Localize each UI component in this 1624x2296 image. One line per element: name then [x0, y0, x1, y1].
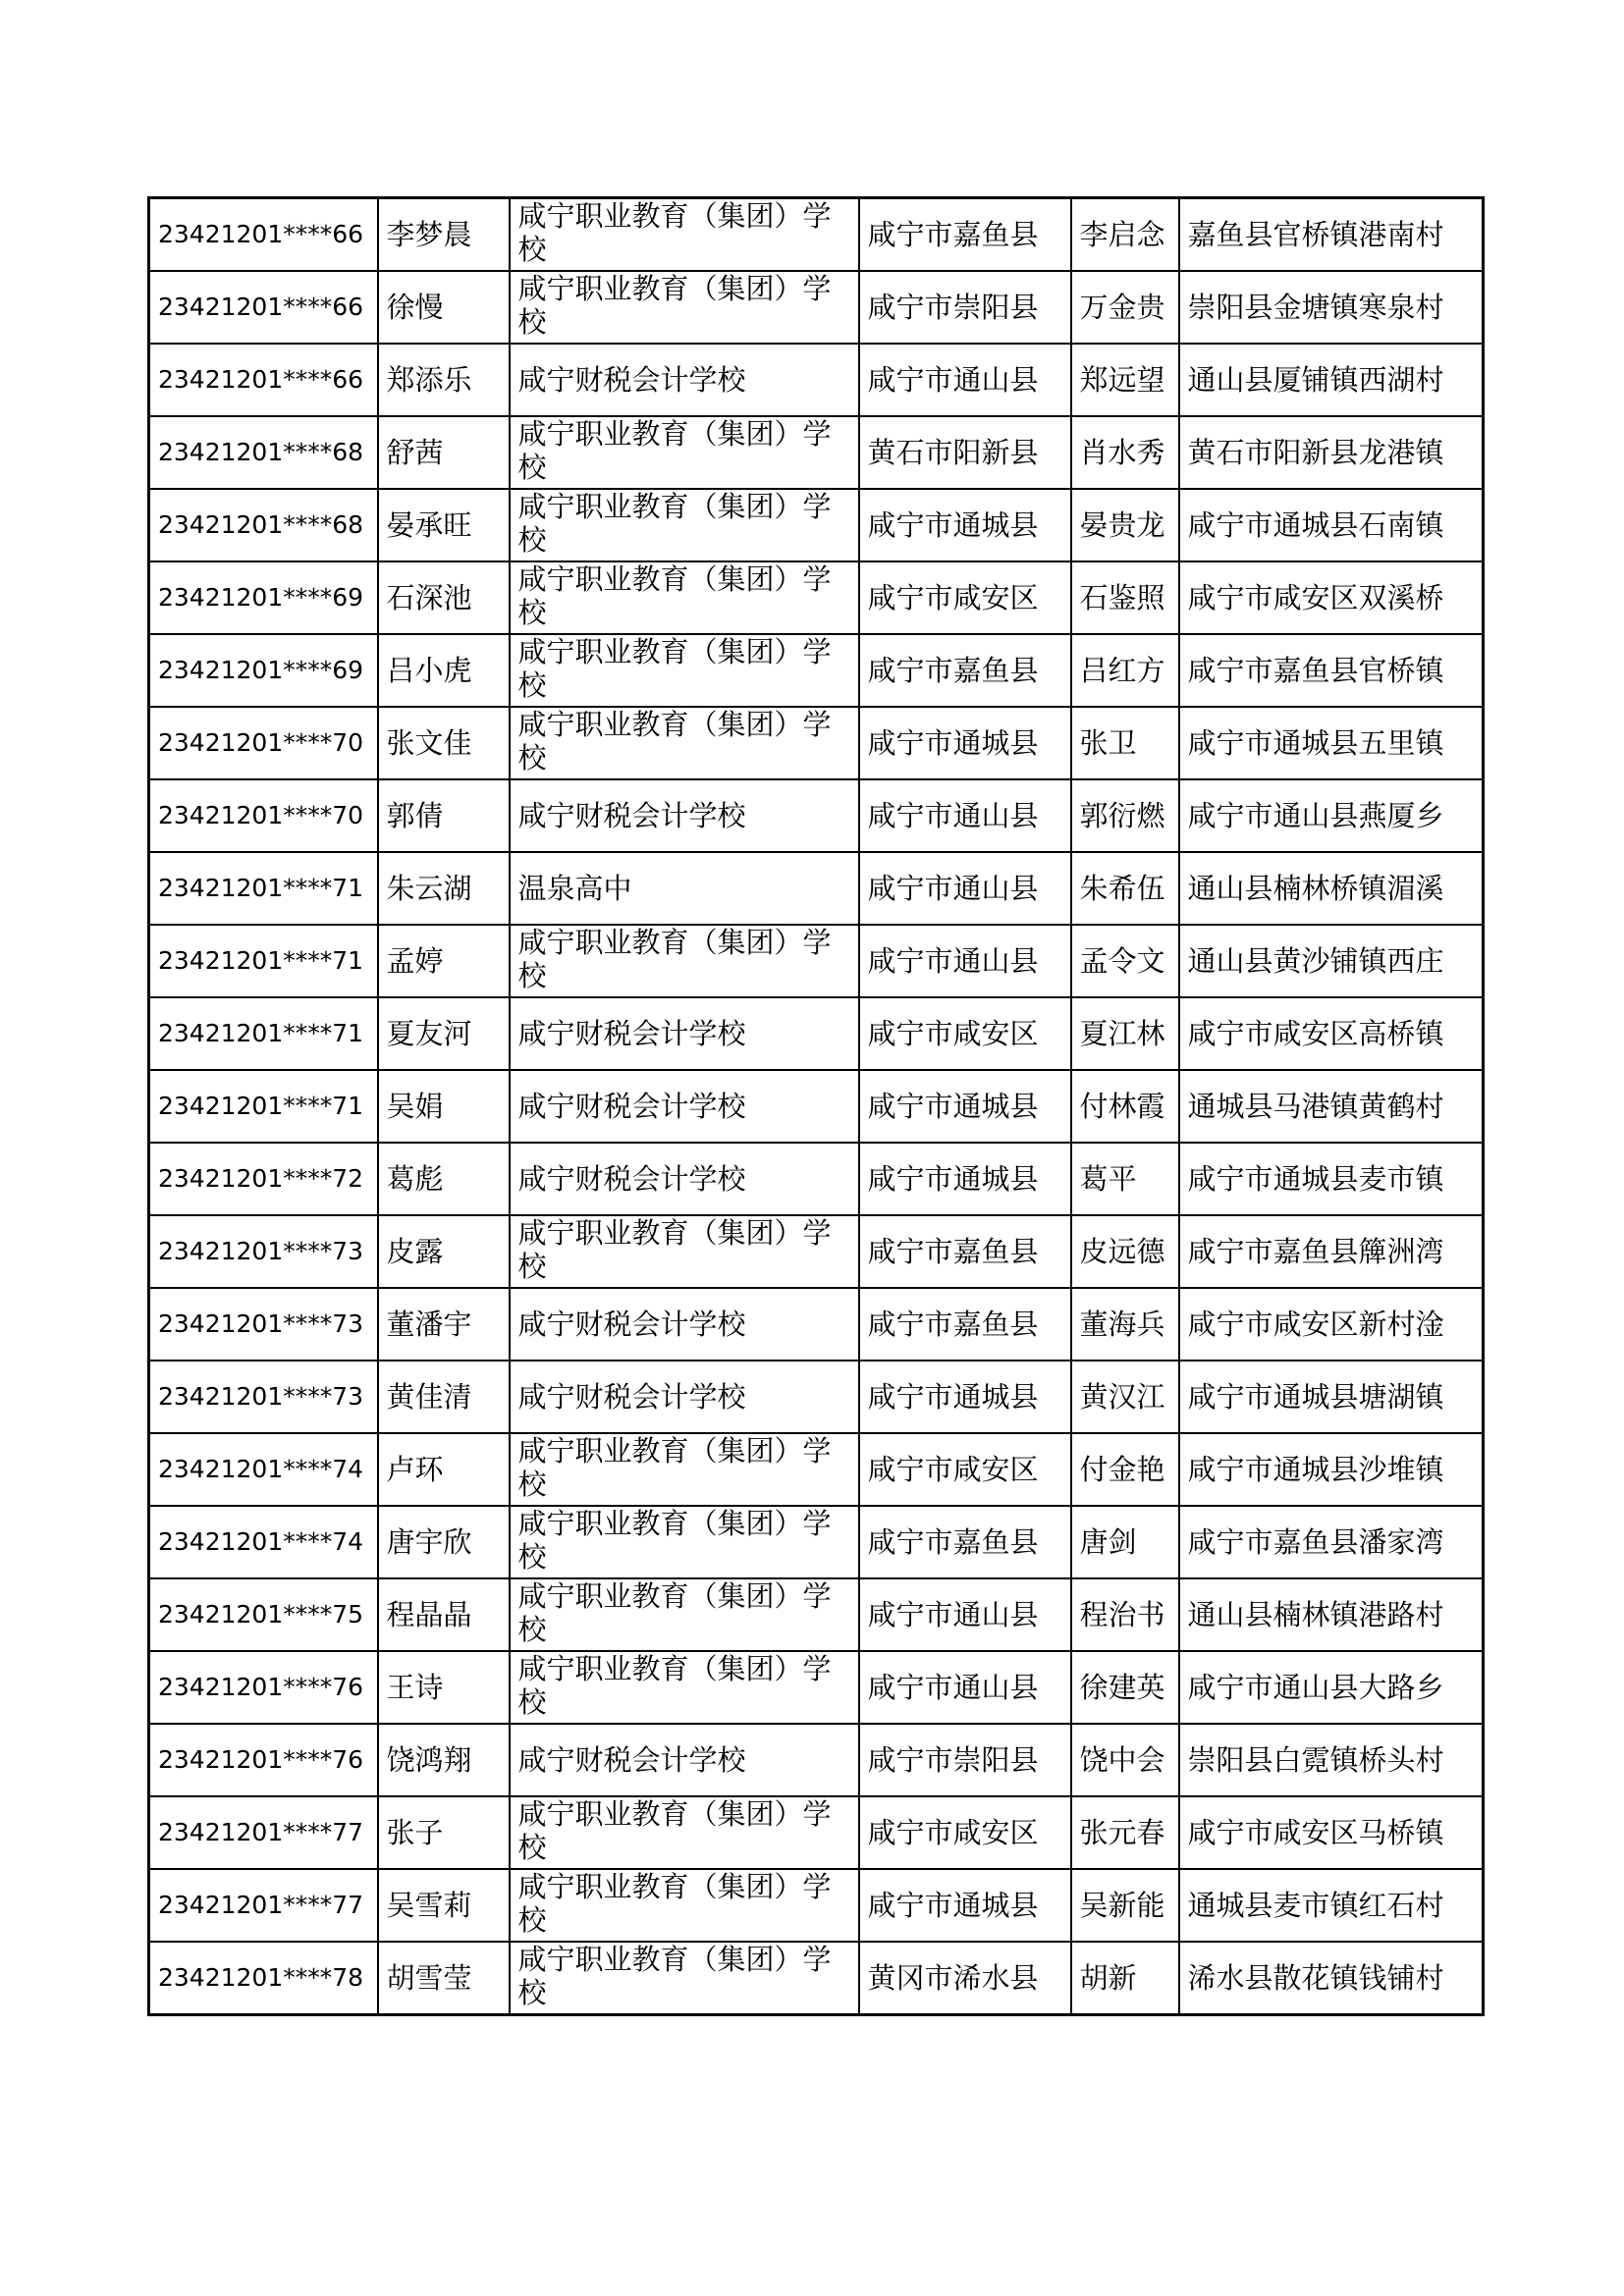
guardian-name-cell: 石鉴照: [1071, 561, 1179, 634]
table-row: [149, 779, 1484, 852]
guardian-name-cell: 张卫: [1071, 707, 1179, 779]
address-cell: 通山县厦铺镇西湖村: [1179, 344, 1484, 416]
address-cell: 通山县黄沙铺镇西庄: [1179, 925, 1484, 997]
guardian-name-cell: 付林霞: [1071, 1070, 1179, 1143]
table-row: [149, 1288, 1484, 1361]
student-name-cell: 晏承旺: [378, 489, 510, 561]
origin-cell: 咸宁市嘉鱼县: [859, 1288, 1071, 1361]
student-id-cell: 23421201****72: [149, 1143, 378, 1215]
student-id-cell: 23421201****77: [149, 1869, 378, 1942]
table-row: [149, 1143, 1484, 1215]
school-cell: 咸宁财税会计学校: [510, 1724, 859, 1796]
table-row: [149, 1796, 1484, 1869]
guardian-name-cell: 吕红方: [1071, 634, 1179, 707]
origin-cell: 咸宁市通城县: [859, 1361, 1071, 1433]
student-id-cell: 23421201****69: [149, 561, 378, 634]
student-id-cell: 23421201****73: [149, 1288, 378, 1361]
guardian-name-cell: 唐剑: [1071, 1506, 1179, 1578]
guardian-name-cell: 晏贵龙: [1071, 489, 1179, 561]
school-cell: 咸宁财税会计学校: [510, 997, 859, 1070]
address-cell: 咸宁市咸安区高桥镇: [1179, 997, 1484, 1070]
student-name-cell: 葛彪: [378, 1143, 510, 1215]
school-cell: 咸宁财税会计学校: [510, 779, 859, 852]
origin-cell: 咸宁市通山县: [859, 1651, 1071, 1724]
student-name-cell: 胡雪莹: [378, 1942, 510, 2015]
school-cell: 咸宁职业教育（集团）学校: [510, 1796, 859, 1869]
address-cell: 嘉鱼县官桥镇港南村: [1179, 198, 1484, 272]
guardian-name-cell: 程治书: [1071, 1578, 1179, 1651]
school-cell: 咸宁职业教育（集团）学校: [510, 489, 859, 561]
address-cell: 咸宁市通城县沙堆镇: [1179, 1433, 1484, 1506]
guardian-name-cell: 胡新: [1071, 1942, 1179, 2015]
student-name-cell: 皮露: [378, 1215, 510, 1288]
student-name-cell: 董潘宇: [378, 1288, 510, 1361]
address-cell: 通城县马港镇黄鹤村: [1179, 1070, 1484, 1143]
student-name-cell: 程晶晶: [378, 1578, 510, 1651]
guardian-name-cell: 张元春: [1071, 1796, 1179, 1869]
school-cell: 咸宁职业教育（集团）学校: [510, 634, 859, 707]
table-row: [149, 344, 1484, 416]
student-id-cell: 23421201****71: [149, 1070, 378, 1143]
table-row: [149, 925, 1484, 997]
table-row: [149, 1724, 1484, 1796]
student-id-cell: 23421201****73: [149, 1215, 378, 1288]
origin-cell: 咸宁市通山县: [859, 852, 1071, 925]
school-cell: 咸宁职业教育（集团）学校: [510, 1578, 859, 1651]
table-row: [149, 997, 1484, 1070]
student-id-cell: 23421201****66: [149, 344, 378, 416]
school-cell: 温泉高中: [510, 852, 859, 925]
guardian-name-cell: 肖水秀: [1071, 416, 1179, 489]
origin-cell: 咸宁市嘉鱼县: [859, 198, 1071, 272]
address-cell: 咸宁市通城县麦市镇: [1179, 1143, 1484, 1215]
student-name-cell: 唐宇欣: [378, 1506, 510, 1578]
student-id-cell: 23421201****69: [149, 634, 378, 707]
address-cell: 咸宁市通山县大路乡: [1179, 1651, 1484, 1724]
school-cell: 咸宁职业教育（集团）学校: [510, 1506, 859, 1578]
origin-cell: 咸宁市通山县: [859, 779, 1071, 852]
origin-cell: 咸宁市咸安区: [859, 997, 1071, 1070]
student-id-cell: 23421201****71: [149, 852, 378, 925]
origin-cell: 咸宁市通城县: [859, 1070, 1071, 1143]
school-cell: 咸宁职业教育（集团）学校: [510, 707, 859, 779]
table-row: [149, 1433, 1484, 1506]
school-cell: 咸宁职业教育（集团）学校: [510, 198, 859, 272]
origin-cell: 黄冈市浠水县: [859, 1942, 1071, 2015]
school-cell: 咸宁职业教育（集团）学校: [510, 1433, 859, 1506]
address-cell: 咸宁市通山县燕厦乡: [1179, 779, 1484, 852]
origin-cell: 咸宁市通山县: [859, 1578, 1071, 1651]
address-cell: 崇阳县金塘镇寒泉村: [1179, 271, 1484, 344]
table-row: [149, 1361, 1484, 1433]
origin-cell: 咸宁市崇阳县: [859, 1724, 1071, 1796]
address-cell: 咸宁市通城县塘湖镇: [1179, 1361, 1484, 1433]
school-cell: 咸宁财税会计学校: [510, 1288, 859, 1361]
origin-cell: 咸宁市嘉鱼县: [859, 1506, 1071, 1578]
table-row: [149, 634, 1484, 707]
student-name-cell: 吕小虎: [378, 634, 510, 707]
school-cell: 咸宁财税会计学校: [510, 1143, 859, 1215]
school-cell: 咸宁财税会计学校: [510, 1361, 859, 1433]
student-name-cell: 卢环: [378, 1433, 510, 1506]
address-cell: 通山县楠林桥镇湄溪: [1179, 852, 1484, 925]
origin-cell: 咸宁市通山县: [859, 925, 1071, 997]
table-row: [149, 1070, 1484, 1143]
student-name-cell: 夏友河: [378, 997, 510, 1070]
records-body: [149, 198, 1484, 2015]
table-row: [149, 271, 1484, 344]
address-cell: 通山县楠林镇港路村: [1179, 1578, 1484, 1651]
table-row: [149, 707, 1484, 779]
student-id-cell: 23421201****73: [149, 1361, 378, 1433]
student-id-cell: 23421201****77: [149, 1796, 378, 1869]
school-cell: 咸宁职业教育（集团）学校: [510, 1215, 859, 1288]
address-cell: 咸宁市咸安区双溪桥: [1179, 561, 1484, 634]
guardian-name-cell: 吴新能: [1071, 1869, 1179, 1942]
student-id-cell: 23421201****78: [149, 1942, 378, 2015]
school-cell: 咸宁财税会计学校: [510, 1070, 859, 1143]
student-id-cell: 23421201****66: [149, 271, 378, 344]
table-row: [149, 198, 1484, 272]
origin-cell: 黄石市阳新县: [859, 416, 1071, 489]
origin-cell: 咸宁市咸安区: [859, 561, 1071, 634]
address-cell: 浠水县散花镇钱铺村: [1179, 1942, 1484, 2015]
table-row: [149, 1869, 1484, 1942]
student-name-cell: 李梦晨: [378, 198, 510, 272]
student-name-cell: 饶鸿翔: [378, 1724, 510, 1796]
origin-cell: 咸宁市通城县: [859, 1869, 1071, 1942]
address-cell: 咸宁市嘉鱼县潘家湾: [1179, 1506, 1484, 1578]
school-cell: 咸宁职业教育（集团）学校: [510, 1869, 859, 1942]
guardian-name-cell: 郑远望: [1071, 344, 1179, 416]
guardian-name-cell: 饶中会: [1071, 1724, 1179, 1796]
school-cell: 咸宁职业教育（集团）学校: [510, 561, 859, 634]
student-id-cell: 23421201****76: [149, 1724, 378, 1796]
student-name-cell: 朱云湖: [378, 852, 510, 925]
student-name-cell: 石深池: [378, 561, 510, 634]
address-cell: 咸宁市通城县五里镇: [1179, 707, 1484, 779]
address-cell: 咸宁市通城县石南镇: [1179, 489, 1484, 561]
guardian-name-cell: 黄汉江: [1071, 1361, 1179, 1433]
student-name-cell: 舒茜: [378, 416, 510, 489]
table-row: [149, 561, 1484, 634]
guardian-name-cell: 葛平: [1071, 1143, 1179, 1215]
student-name-cell: 郑添乐: [378, 344, 510, 416]
origin-cell: 咸宁市咸安区: [859, 1433, 1071, 1506]
table-row: [149, 1506, 1484, 1578]
student-id-cell: 23421201****70: [149, 779, 378, 852]
student-id-cell: 23421201****74: [149, 1506, 378, 1578]
student-id-cell: 23421201****71: [149, 997, 378, 1070]
student-id-cell: 23421201****70: [149, 707, 378, 779]
guardian-name-cell: 郭衍燃: [1071, 779, 1179, 852]
origin-cell: 咸宁市通山县: [859, 344, 1071, 416]
guardian-name-cell: 付金艳: [1071, 1433, 1179, 1506]
guardian-name-cell: 李启念: [1071, 198, 1179, 272]
guardian-name-cell: 孟令文: [1071, 925, 1179, 997]
address-cell: 通城县麦市镇红石村: [1179, 1869, 1484, 1942]
records-table: [147, 196, 1485, 2016]
student-name-cell: 吴雪莉: [378, 1869, 510, 1942]
origin-cell: 咸宁市通城县: [859, 707, 1071, 779]
school-cell: 咸宁财税会计学校: [510, 344, 859, 416]
student-name-cell: 王诗: [378, 1651, 510, 1724]
student-name-cell: 黄佳清: [378, 1361, 510, 1433]
student-id-cell: 23421201****68: [149, 489, 378, 561]
student-name-cell: 张文佳: [378, 707, 510, 779]
student-name-cell: 孟婷: [378, 925, 510, 997]
guardian-name-cell: 夏江林: [1071, 997, 1179, 1070]
origin-cell: 咸宁市崇阳县: [859, 271, 1071, 344]
guardian-name-cell: 朱希伍: [1071, 852, 1179, 925]
school-cell: 咸宁职业教育（集团）学校: [510, 1942, 859, 2015]
student-name-cell: 吴娟: [378, 1070, 510, 1143]
address-cell: 咸宁市咸安区马桥镇: [1179, 1796, 1484, 1869]
table-row: [149, 1215, 1484, 1288]
table-row: [149, 852, 1484, 925]
student-id-cell: 23421201****68: [149, 416, 378, 489]
school-cell: 咸宁职业教育（集团）学校: [510, 1651, 859, 1724]
guardian-name-cell: 皮远德: [1071, 1215, 1179, 1288]
table-row: [149, 489, 1484, 561]
student-id-cell: 23421201****66: [149, 198, 378, 272]
school-cell: 咸宁职业教育（集团）学校: [510, 925, 859, 997]
address-cell: 咸宁市嘉鱼县簰洲湾: [1179, 1215, 1484, 1288]
student-name-cell: 郭倩: [378, 779, 510, 852]
student-id-cell: 23421201****71: [149, 925, 378, 997]
address-cell: 咸宁市嘉鱼县官桥镇: [1179, 634, 1484, 707]
table-row: [149, 1942, 1484, 2015]
address-cell: 咸宁市咸安区新村淦: [1179, 1288, 1484, 1361]
address-cell: 崇阳县白霓镇桥头村: [1179, 1724, 1484, 1796]
origin-cell: 咸宁市嘉鱼县: [859, 1215, 1071, 1288]
student-id-cell: 23421201****75: [149, 1578, 378, 1651]
table-row: [149, 1651, 1484, 1724]
origin-cell: 咸宁市嘉鱼县: [859, 634, 1071, 707]
student-id-cell: 23421201****76: [149, 1651, 378, 1724]
table-row: [149, 416, 1484, 489]
student-name-cell: 徐慢: [378, 271, 510, 344]
school-cell: 咸宁职业教育（集团）学校: [510, 271, 859, 344]
origin-cell: 咸宁市通城县: [859, 1143, 1071, 1215]
student-name-cell: 张子: [378, 1796, 510, 1869]
guardian-name-cell: 徐建英: [1071, 1651, 1179, 1724]
origin-cell: 咸宁市咸安区: [859, 1796, 1071, 1869]
table-row: [149, 1578, 1484, 1651]
guardian-name-cell: 万金贵: [1071, 271, 1179, 344]
address-cell: 黄石市阳新县龙港镇: [1179, 416, 1484, 489]
guardian-name-cell: 董海兵: [1071, 1288, 1179, 1361]
school-cell: 咸宁职业教育（集团）学校: [510, 416, 859, 489]
student-id-cell: 23421201****74: [149, 1433, 378, 1506]
origin-cell: 咸宁市通城县: [859, 489, 1071, 561]
